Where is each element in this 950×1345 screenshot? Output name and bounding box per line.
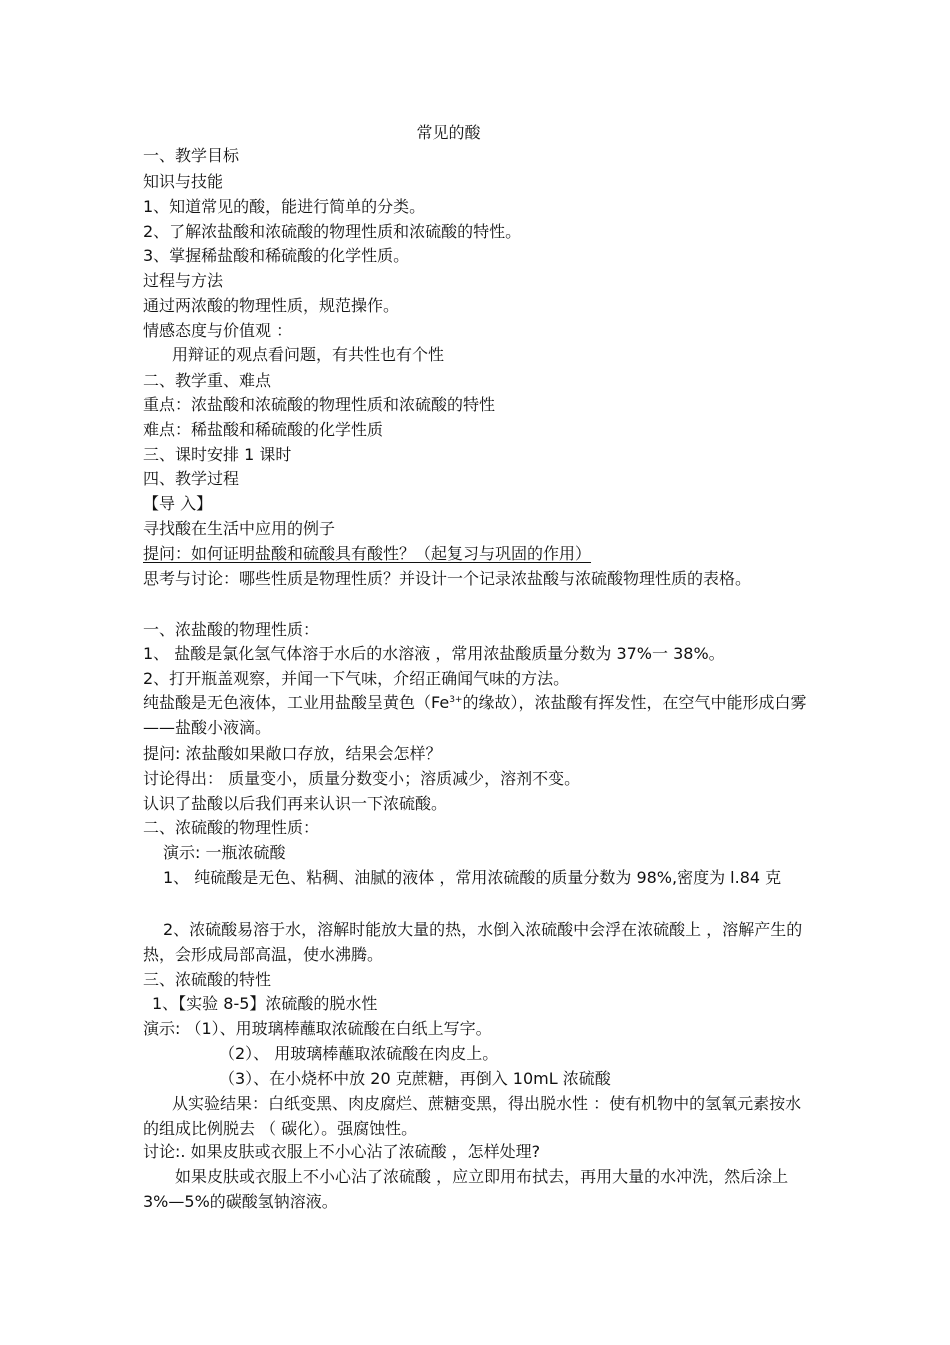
intro-heading: 【导 入】 bbox=[143, 494, 213, 513]
pure-hcl-text-a: 纯盐酸是无色液体，工业用盐酸呈黄色（Fe bbox=[143, 693, 450, 712]
discussion-question: 讨论:. 如果皮肤或衣服上不小心沾了浓硫酸 ，怎样处理? bbox=[143, 1142, 541, 1161]
subheading-knowledge: 知识与技能 bbox=[143, 172, 224, 191]
demo-step-2: （2）、 用玻璃棒蘸取浓硫酸在肉皮上。 bbox=[219, 1044, 499, 1063]
experiment-heading: 1、【实验 8-5】浓硫酸的脱水性 bbox=[152, 994, 378, 1013]
h2so4-characteristics-heading: 三、浓硫酸的特性 bbox=[143, 970, 272, 989]
find-examples: 寻找酸在生活中应用的例子 bbox=[143, 519, 336, 538]
question-open-storage: 提问: 浓盐酸如果敞口存放，结果会怎样？ bbox=[143, 744, 442, 763]
h2so4-heading: 二、浓硫酸的物理性质： bbox=[143, 818, 320, 837]
knowledge-item-2: 2、了解浓盐酸和浓硫酸的物理性质和浓硫酸的特性。 bbox=[143, 222, 522, 241]
iron-ion-charge: 3+ bbox=[449, 695, 463, 705]
hcl-item-1: 1、 盐酸是氯化氢气体溶于水后的水溶液 ，常用浓盐酸质量分数为 37%一 38%。 bbox=[143, 644, 725, 663]
section-heading-process: 四、教学过程 bbox=[143, 469, 240, 488]
emotion-text: 用辩证的观点看问题，有共性也有个性 bbox=[172, 345, 445, 364]
section-heading-schedule: 三、课时安排 1 课时 bbox=[143, 445, 292, 464]
section-heading-key-points: 二、教学重、难点 bbox=[143, 371, 272, 390]
pure-hcl-text-b: 的缘故），浓盐酸有挥发性，在空气中能形成白雾——盐酸小液滴。 bbox=[143, 693, 807, 737]
discussion-result: 讨论得出： 质量变小，质量分数变小；溶质减少，溶剂不变。 bbox=[143, 769, 581, 788]
transition-text: 认识了盐酸以后我们再来认识一下浓硫酸。 bbox=[143, 794, 448, 813]
h2so4-item-2: 2、浓硫酸易溶于水，溶解时能放大量的热，水倒入浓硫酸中会浮在浓硫酸上 ，溶解产生的热，会形成局部高温，使水沸腾。 bbox=[143, 920, 803, 964]
process-text: 通过两浓酸的物理性质，规范操作。 bbox=[143, 296, 400, 315]
discussion-answer: 如果皮肤或衣服上不小心沾了浓硫酸 ，应立即用布拭去，再用大量的水冲洗，然后涂上 3%—5%的碳酸氢钠溶液。 bbox=[143, 1167, 789, 1211]
hcl-heading: 一、浓盐酸的物理性质： bbox=[143, 620, 320, 639]
question-acidity: 提问：如何证明盐酸和硫酸具有酸性？（起复习与巩固的作用） bbox=[143, 544, 592, 563]
hcl-item-2: 2、打开瓶盖观察，并闻一下气味，介绍正确闻气味的方法。 bbox=[143, 669, 570, 688]
knowledge-item-3: 3、掌握稀盐酸和稀硫酸的化学性质。 bbox=[143, 246, 410, 265]
doc-title: 常见的酸 bbox=[416, 123, 481, 142]
think-and-discuss: 思考与讨论：哪些性质是物理性质？并设计一个记录浓盐酸与浓硫酸物理性质的表格。 bbox=[143, 569, 752, 588]
experiment-result: 从实验结果：白纸变黑、肉皮腐烂、蔗糖变黑，得出脱水性 ：使有机物中的氢氧元素按水的组成比例脱去 （ 碳化）。强腐蚀性。 bbox=[143, 1094, 802, 1138]
key-point: 重点：浓盐酸和浓硫酸的物理性质和浓硫酸的特性 bbox=[143, 395, 496, 414]
section-heading-objectives: 一、教学目标 bbox=[143, 146, 240, 165]
knowledge-item-1: 1、知道常见的酸，能进行简单的分类。 bbox=[143, 197, 426, 216]
pure-hcl-paragraph bbox=[143, 690, 808, 740]
difficulty-point: 难点：稀盐酸和稀硫酸的化学性质 bbox=[143, 420, 384, 439]
h2so4-item-1: 1、 纯硫酸是无色、粘稠、油腻的液体 ，常用浓硫酸的质量分数为 98%,密度为 l.84 克 bbox=[163, 868, 782, 887]
subheading-process: 过程与方法 bbox=[143, 271, 224, 290]
demo-sulfuric-bottle: 演示: 一瓶浓硫酸 bbox=[163, 843, 286, 862]
demo-step-1: 演示: （1）、用玻璃棒蘸取浓硫酸在白纸上写字。 bbox=[143, 1019, 492, 1038]
demo-step-3: （3）、在小烧杯中放 20 克蔗糖，再倒入 10mL 浓硫酸 bbox=[219, 1069, 611, 1088]
subheading-emotion: 情感态度与价值观 ： bbox=[143, 321, 293, 340]
